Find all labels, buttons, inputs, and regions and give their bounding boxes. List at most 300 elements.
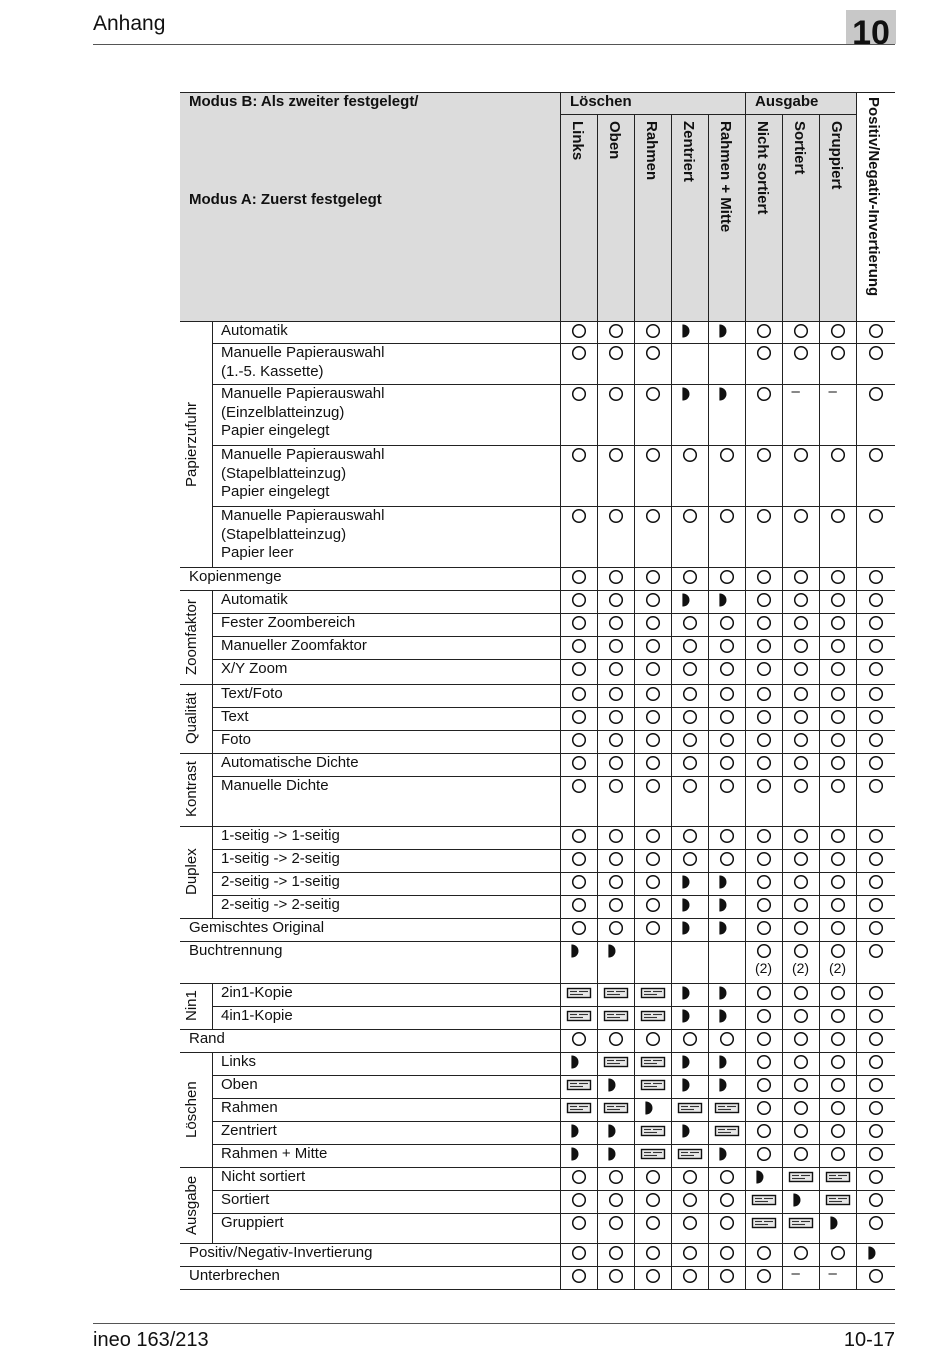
circle-symbol xyxy=(824,1031,852,1047)
circle-symbol xyxy=(565,386,593,402)
circle-symbol xyxy=(824,828,852,844)
circle-symbol xyxy=(639,1192,667,1208)
circle-symbol xyxy=(787,709,815,725)
circle-symbol xyxy=(787,1077,815,1093)
circle-symbol xyxy=(787,1245,815,1261)
box-icon-symbol xyxy=(639,1146,667,1162)
circle-symbol xyxy=(639,897,667,913)
chapter-number: 10 xyxy=(846,10,896,44)
row-label: Gemischtes Original xyxy=(189,919,325,936)
half-circle-symbol xyxy=(710,1146,738,1162)
box-icon-symbol xyxy=(639,1054,667,1070)
circle-symbol xyxy=(787,943,815,959)
circle-symbol xyxy=(565,345,593,361)
circle-symbol xyxy=(676,778,704,794)
table-rule-v xyxy=(560,92,561,1289)
circle-symbol xyxy=(602,1192,630,1208)
circle-symbol xyxy=(713,778,741,794)
half-circle-symbol xyxy=(599,943,627,959)
half-circle-symbol xyxy=(673,1077,701,1093)
row-label: Automatik xyxy=(221,322,288,339)
circle-symbol xyxy=(713,638,741,654)
box-icon-symbol xyxy=(639,1123,667,1139)
circle-symbol xyxy=(639,874,667,890)
circle-symbol xyxy=(750,920,778,936)
row-label: Text xyxy=(221,708,249,725)
circle-symbol xyxy=(824,686,852,702)
circle-symbol xyxy=(602,1245,630,1261)
half-circle-symbol xyxy=(562,1054,590,1070)
corner-mode-b-label: Modus B: Als zweiter festgelegt/ xyxy=(189,93,419,110)
circle-symbol xyxy=(750,1077,778,1093)
circle-symbol xyxy=(676,828,704,844)
table-rule-v xyxy=(634,114,635,1289)
circle-symbol xyxy=(862,828,890,844)
dash-symbol: – xyxy=(828,383,837,400)
half-circle-symbol xyxy=(599,1146,627,1162)
row-label: Nicht sortiert xyxy=(221,1168,306,1185)
circle-symbol xyxy=(787,874,815,890)
circle-symbol xyxy=(713,569,741,585)
circle-symbol xyxy=(824,1245,852,1261)
circle-symbol xyxy=(862,1031,890,1047)
table-rule-v xyxy=(212,1167,213,1243)
half-circle-symbol xyxy=(747,1169,775,1185)
circle-symbol xyxy=(602,1169,630,1185)
row-label: 4in1-Kopie xyxy=(221,1007,293,1024)
box-icon-symbol xyxy=(565,1008,593,1024)
circle-symbol xyxy=(639,709,667,725)
half-circle-symbol xyxy=(710,920,738,936)
table-rule-v xyxy=(745,114,746,1289)
circle-symbol xyxy=(750,985,778,1001)
circle-symbol xyxy=(787,778,815,794)
circle-symbol xyxy=(750,828,778,844)
circle-symbol xyxy=(565,686,593,702)
circle-symbol xyxy=(713,709,741,725)
circle-symbol xyxy=(824,874,852,890)
half-circle-symbol xyxy=(673,920,701,936)
circle-symbol xyxy=(676,661,704,677)
half-circle-symbol xyxy=(673,386,701,402)
circle-symbol xyxy=(862,569,890,585)
table-rule-h xyxy=(212,1121,895,1122)
circle-symbol xyxy=(862,1169,890,1185)
circle-symbol xyxy=(824,638,852,654)
column-header-gruppiert: Gruppiert xyxy=(828,121,845,190)
circle-symbol xyxy=(862,1192,890,1208)
row-label: Manuelle Papierauswahl (Stapelblatteinzug) Papier leer xyxy=(221,507,385,561)
half-circle-symbol xyxy=(710,897,738,913)
circle-symbol xyxy=(787,851,815,867)
circle-symbol xyxy=(602,345,630,361)
table-rule-v xyxy=(212,983,213,1029)
circle-symbol xyxy=(676,508,704,524)
half-circle-symbol xyxy=(673,1054,701,1070)
box-icon-symbol xyxy=(639,985,667,1001)
table-rule-h xyxy=(212,1213,895,1214)
dash-symbol: – xyxy=(828,1265,837,1282)
circle-symbol xyxy=(750,323,778,339)
circle-symbol xyxy=(639,615,667,631)
circle-symbol xyxy=(565,592,593,608)
circle-symbol xyxy=(750,569,778,585)
table-rule-v xyxy=(782,114,783,1289)
half-circle-symbol xyxy=(710,592,738,608)
circle-symbol xyxy=(750,1123,778,1139)
circle-symbol xyxy=(676,851,704,867)
column-group-l-schen: Löschen xyxy=(570,93,632,110)
row-group-papierzufuhr: Papierzufuhr xyxy=(183,401,200,487)
circle-symbol xyxy=(824,755,852,771)
row-label: Buchtrennung xyxy=(189,942,283,959)
circle-symbol xyxy=(750,615,778,631)
row-label: Manuelle Papierauswahl (Einzelblatteinzug) Papier eingelegt xyxy=(221,385,385,439)
box-icon-symbol xyxy=(676,1146,704,1162)
circle-symbol xyxy=(676,615,704,631)
circle-symbol xyxy=(602,447,630,463)
half-circle-symbol xyxy=(859,1245,887,1261)
table-rule-h xyxy=(212,707,895,708)
circle-symbol xyxy=(676,638,704,654)
row-label: Manuelle Papierauswahl (Stapelblatteinzug) Papier eingelegt xyxy=(221,446,385,500)
circle-symbol xyxy=(787,1031,815,1047)
column-group-ausgabe: Ausgabe xyxy=(755,93,819,110)
half-circle-symbol xyxy=(673,897,701,913)
circle-symbol xyxy=(750,874,778,890)
table-rule-h xyxy=(180,684,895,685)
half-circle-symbol xyxy=(636,1100,664,1116)
circle-symbol xyxy=(565,828,593,844)
circle-symbol xyxy=(862,386,890,402)
symbol-footnote: (2) xyxy=(754,960,773,976)
circle-symbol xyxy=(824,1100,852,1116)
half-circle-symbol xyxy=(673,874,701,890)
row-label: Fester Zoombereich xyxy=(221,614,356,631)
half-circle-symbol xyxy=(673,1008,701,1024)
circle-symbol xyxy=(639,323,667,339)
circle-symbol xyxy=(824,447,852,463)
column-header-nicht-sortiert: Nicht sortiert xyxy=(754,121,771,215)
column-header-links: Links xyxy=(569,121,586,161)
row-label: Oben xyxy=(221,1076,258,1093)
circle-symbol xyxy=(824,1008,852,1024)
circle-symbol xyxy=(639,778,667,794)
circle-symbol xyxy=(824,1077,852,1093)
circle-symbol xyxy=(862,615,890,631)
circle-symbol xyxy=(787,1008,815,1024)
table-rule-v xyxy=(856,92,857,1289)
circle-symbol xyxy=(676,1268,704,1284)
circle-symbol xyxy=(565,851,593,867)
circle-symbol xyxy=(639,1031,667,1047)
table-rule-h xyxy=(180,1029,895,1030)
circle-symbol xyxy=(602,592,630,608)
circle-symbol xyxy=(862,1215,890,1231)
circle-symbol xyxy=(750,1268,778,1284)
half-circle-symbol xyxy=(784,1192,812,1208)
circle-symbol xyxy=(639,661,667,677)
circle-symbol xyxy=(787,985,815,1001)
half-circle-symbol xyxy=(710,1054,738,1070)
circle-symbol xyxy=(824,943,852,959)
circle-symbol xyxy=(750,345,778,361)
circle-symbol xyxy=(787,686,815,702)
table-rule-h xyxy=(180,1052,895,1053)
row-label: 2-seitig -> 1-seitig xyxy=(221,873,340,890)
half-circle-symbol xyxy=(710,323,738,339)
row-label: Positiv/Negativ-Invertierung xyxy=(189,1244,373,1261)
row-label: Gruppiert xyxy=(221,1214,284,1231)
circle-symbol xyxy=(676,709,704,725)
circle-symbol xyxy=(602,1268,630,1284)
table-rule-h xyxy=(212,659,895,660)
circle-symbol xyxy=(713,1192,741,1208)
row-group-zoomfaktor: Zoomfaktor xyxy=(183,599,200,675)
circle-symbol xyxy=(676,569,704,585)
circle-symbol xyxy=(750,709,778,725)
circle-symbol xyxy=(676,1215,704,1231)
circle-symbol xyxy=(862,508,890,524)
circle-symbol xyxy=(639,592,667,608)
box-icon-symbol xyxy=(824,1192,852,1208)
circle-symbol xyxy=(750,755,778,771)
circle-symbol xyxy=(862,686,890,702)
circle-symbol xyxy=(862,638,890,654)
circle-symbol xyxy=(862,1008,890,1024)
circle-symbol xyxy=(750,661,778,677)
footer-page-number: 10-17 xyxy=(843,1329,895,1351)
circle-symbol xyxy=(565,778,593,794)
circle-symbol xyxy=(565,1192,593,1208)
row-group-ausgabe: Ausgabe xyxy=(183,1175,200,1235)
circle-symbol xyxy=(676,1245,704,1261)
table-rule-h xyxy=(180,941,895,942)
circle-symbol xyxy=(565,1268,593,1284)
circle-symbol xyxy=(862,1268,890,1284)
circle-symbol xyxy=(787,732,815,748)
footer-model: ineo 163/213 xyxy=(93,1329,209,1351)
box-icon-symbol xyxy=(713,1123,741,1139)
circle-symbol xyxy=(602,897,630,913)
circle-symbol xyxy=(862,755,890,771)
circle-symbol xyxy=(787,1054,815,1070)
circle-symbol xyxy=(602,661,630,677)
circle-symbol xyxy=(750,1008,778,1024)
circle-symbol xyxy=(824,323,852,339)
box-icon-symbol xyxy=(602,1100,630,1116)
circle-symbol xyxy=(787,828,815,844)
circle-symbol xyxy=(639,686,667,702)
column-header-rahmen-mitte: Rahmen + Mitte xyxy=(717,121,734,233)
row-label: X/Y Zoom xyxy=(221,660,288,677)
circle-symbol xyxy=(602,1031,630,1047)
half-circle-symbol xyxy=(562,1146,590,1162)
box-icon-symbol xyxy=(824,1169,852,1185)
table-rule-h xyxy=(180,1266,895,1267)
circle-symbol xyxy=(713,1215,741,1231)
circle-symbol xyxy=(565,569,593,585)
circle-symbol xyxy=(787,1100,815,1116)
row-label: Automatik xyxy=(221,591,288,608)
circle-symbol xyxy=(639,345,667,361)
circle-symbol xyxy=(676,732,704,748)
box-icon-symbol xyxy=(602,1054,630,1070)
circle-symbol xyxy=(750,1054,778,1070)
half-circle-symbol xyxy=(562,1123,590,1139)
table-rule-v xyxy=(212,753,213,826)
circle-symbol xyxy=(750,778,778,794)
symbol-footnote: (2) xyxy=(828,960,847,976)
circle-symbol xyxy=(565,615,593,631)
circle-symbol xyxy=(565,323,593,339)
column-header-sortiert: Sortiert xyxy=(791,121,808,175)
circle-symbol xyxy=(713,686,741,702)
circle-symbol xyxy=(713,828,741,844)
circle-symbol xyxy=(713,661,741,677)
row-label: Manueller Zoomfaktor xyxy=(221,637,367,654)
circle-symbol xyxy=(565,1031,593,1047)
circle-symbol xyxy=(750,638,778,654)
circle-symbol xyxy=(565,1169,593,1185)
dash-symbol: – xyxy=(791,1265,800,1282)
circle-symbol xyxy=(602,686,630,702)
table-rule-v xyxy=(745,92,746,114)
circle-symbol xyxy=(862,1077,890,1093)
table-rule-v xyxy=(212,590,213,684)
box-icon-symbol xyxy=(676,1100,704,1116)
box-icon-symbol xyxy=(787,1215,815,1231)
circle-symbol xyxy=(639,920,667,936)
circle-symbol xyxy=(750,1031,778,1047)
row-label: Manuelle Papierauswahl (1.-5. Kassette) xyxy=(221,344,385,380)
row-label: Sortiert xyxy=(221,1191,270,1208)
corner-mode-a-label: Modus A: Zuerst festgelegt xyxy=(189,191,382,208)
circle-symbol xyxy=(639,851,667,867)
circle-symbol xyxy=(862,1123,890,1139)
circle-symbol xyxy=(639,1215,667,1231)
circle-symbol xyxy=(862,985,890,1001)
column-header-zentriert: Zentriert xyxy=(680,121,697,182)
circle-symbol xyxy=(750,447,778,463)
circle-symbol xyxy=(676,1169,704,1185)
half-circle-symbol xyxy=(599,1123,627,1139)
circle-symbol xyxy=(787,569,815,585)
circle-symbol xyxy=(639,828,667,844)
row-label: Rahmen xyxy=(221,1099,278,1116)
circle-symbol xyxy=(787,755,815,771)
circle-symbol xyxy=(824,569,852,585)
row-group-nin1: Nin1 xyxy=(183,990,200,1022)
row-group-l-schen: Löschen xyxy=(183,1081,200,1138)
row-label: 2in1-Kopie xyxy=(221,984,293,1001)
half-circle-symbol xyxy=(673,985,701,1001)
table-rule-h xyxy=(180,567,895,568)
circle-symbol xyxy=(787,638,815,654)
symbol-footnote: (2) xyxy=(791,960,810,976)
circle-symbol xyxy=(676,755,704,771)
table-rule-v xyxy=(597,114,598,1289)
circle-symbol xyxy=(602,323,630,339)
row-label: Links xyxy=(221,1053,257,1070)
circle-symbol xyxy=(639,508,667,524)
circle-symbol xyxy=(602,828,630,844)
circle-symbol xyxy=(824,778,852,794)
circle-symbol xyxy=(602,732,630,748)
circle-symbol xyxy=(824,508,852,524)
circle-symbol xyxy=(750,1245,778,1261)
circle-symbol xyxy=(565,508,593,524)
circle-symbol xyxy=(787,447,815,463)
circle-symbol xyxy=(862,943,890,959)
table-rule-v xyxy=(212,1052,213,1167)
circle-symbol xyxy=(639,386,667,402)
row-label: Automatische Dichte xyxy=(221,754,359,771)
circle-symbol xyxy=(713,447,741,463)
circle-symbol xyxy=(862,661,890,677)
circle-symbol xyxy=(824,920,852,936)
table-rule-h xyxy=(212,730,895,731)
circle-symbol xyxy=(565,638,593,654)
circle-symbol xyxy=(565,709,593,725)
row-label: 1-seitig -> 1-seitig xyxy=(221,827,340,844)
half-circle-symbol xyxy=(673,1123,701,1139)
circle-symbol xyxy=(824,1146,852,1162)
row-group-qualit-t: Qualität xyxy=(183,692,200,745)
circle-symbol xyxy=(565,1245,593,1261)
circle-symbol xyxy=(824,985,852,1001)
box-icon-symbol xyxy=(565,1100,593,1116)
circle-symbol xyxy=(824,851,852,867)
table-rule-v xyxy=(819,114,820,1289)
row-label: 2-seitig -> 2-seitig xyxy=(221,896,340,913)
circle-symbol xyxy=(862,920,890,936)
half-circle-symbol xyxy=(710,1077,738,1093)
circle-symbol xyxy=(602,778,630,794)
circle-symbol xyxy=(824,615,852,631)
row-label: Unterbrechen xyxy=(189,1267,280,1284)
row-group-duplex: Duplex xyxy=(183,848,200,896)
circle-symbol xyxy=(824,709,852,725)
circle-symbol xyxy=(676,1031,704,1047)
circle-symbol xyxy=(602,638,630,654)
circle-symbol xyxy=(713,1268,741,1284)
circle-symbol xyxy=(787,592,815,608)
box-icon-symbol xyxy=(602,985,630,1001)
column-header-oben: Oben xyxy=(606,121,623,160)
circle-symbol xyxy=(787,323,815,339)
row-group-kontrast: Kontrast xyxy=(183,761,200,818)
circle-symbol xyxy=(602,615,630,631)
circle-symbol xyxy=(565,897,593,913)
circle-symbol xyxy=(750,943,778,959)
dash-symbol: – xyxy=(791,383,800,400)
circle-symbol xyxy=(602,755,630,771)
circle-symbol xyxy=(824,345,852,361)
row-label: Foto xyxy=(221,731,252,748)
circle-symbol xyxy=(639,447,667,463)
box-icon-symbol xyxy=(639,1077,667,1093)
circle-symbol xyxy=(750,686,778,702)
box-icon-symbol xyxy=(750,1192,778,1208)
box-icon-symbol xyxy=(639,1008,667,1024)
half-circle-symbol xyxy=(673,592,701,608)
circle-symbol xyxy=(862,851,890,867)
row-label: Manuelle Dichte xyxy=(221,777,329,794)
circle-symbol xyxy=(824,1123,852,1139)
circle-symbol xyxy=(750,732,778,748)
box-icon-symbol xyxy=(787,1169,815,1185)
